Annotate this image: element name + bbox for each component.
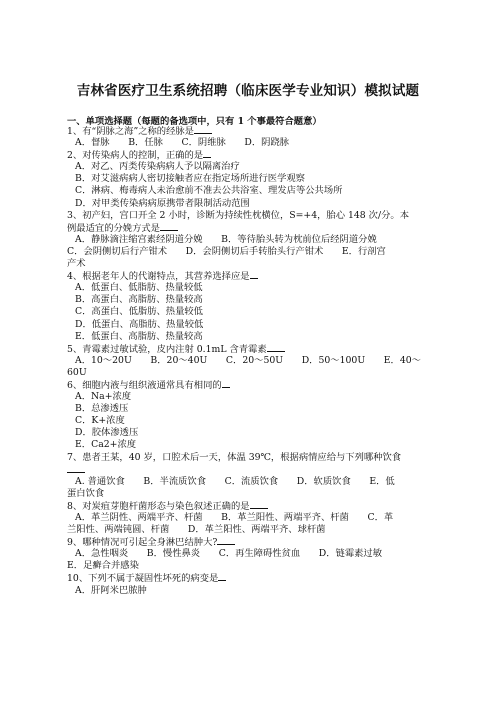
line-text: A．10～20U B．20～40U C．20～50U D．50～100U E．40～ <box>75 354 421 366</box>
text-line <box>67 319 439 331</box>
text-line <box>67 403 439 415</box>
text-line <box>67 343 439 355</box>
text-line <box>67 198 439 210</box>
text-line <box>67 331 439 343</box>
text-line <box>67 306 439 318</box>
text-line <box>67 270 439 282</box>
text-line <box>67 572 439 584</box>
text-line <box>67 439 439 451</box>
text-line <box>67 415 439 427</box>
answer-blank <box>218 572 226 581</box>
line-text: B．对艾滋病病人密切接触者应在指定场所进行医学观察 <box>75 173 305 185</box>
text-line <box>67 210 439 222</box>
line-text: 8、对炭疽芽胞杆菌形态与染色叙述正确的是 <box>67 500 250 512</box>
text-line <box>67 512 439 524</box>
line-text: 2、对传染病人的控制，正确的是 <box>67 150 204 162</box>
line-text: 5、青霉素过敏试验，皮内注射 0.1mL 含青霉素 <box>67 343 267 355</box>
text-line <box>67 391 439 403</box>
line-text: A．革兰阴性、两端平齐、杆菌 B．革兰阳性、两端平齐、杆菌 C．革 <box>75 512 394 523</box>
line-text: 蛋白饮食 <box>67 487 105 499</box>
text-line <box>67 125 439 137</box>
line-text: 7、患者王某，40 岁，口腔术后一天，体温 39℃，根据病情应给与下列哪种饮食 <box>67 451 402 463</box>
answer-blank <box>222 379 230 388</box>
answer-blank <box>203 149 211 158</box>
page-title: 吉林省医疗卫生系统招聘（临床医学专业知识）模拟试题 <box>76 83 420 99</box>
line-text: C．高蛋白、低脂肪、热量较低 <box>75 306 203 318</box>
text-line <box>67 137 439 149</box>
line-text: D．对甲类传染病病原携带者限制活动范围 <box>75 197 250 209</box>
text-line <box>67 585 439 597</box>
text-line <box>67 500 439 512</box>
text-line <box>67 149 439 161</box>
line-text: A．低蛋白、低脂肪、热量较低 <box>75 282 203 294</box>
answer-blank <box>267 343 285 352</box>
text-line <box>67 355 439 367</box>
line-text: 60U <box>67 366 87 378</box>
text-line <box>67 161 439 173</box>
line-text: A．督脉 B．任脉 C．阴维脉 D．阴跷脉 <box>75 137 290 149</box>
line-text: 1、有“阴脉之海”之称的经脉是 <box>67 126 194 137</box>
line-text: C．会阴侧切后行产钳术 D．会阴侧切后手转胎头行产钳术 E．行剖宫 <box>67 245 386 257</box>
line-text: A．急性咽炎 B．慢性鼻炎 C．再生障碍性贫血 D．链霉素过敏 <box>75 548 383 560</box>
answer-blank <box>160 222 178 231</box>
line-text: E．足癣合并感染 <box>67 560 139 572</box>
answer-blank <box>194 125 212 134</box>
question-list <box>67 125 439 597</box>
text-line <box>67 488 439 500</box>
line-text: B．高蛋白、高脂肪、热量较高 <box>75 294 203 306</box>
answer-blank <box>250 270 258 279</box>
section-heading: 一、单项选择题（每题的备选项中，只有 1 个事最符合题意） <box>67 116 322 127</box>
text-line <box>67 173 439 185</box>
text-line <box>67 222 439 234</box>
text-line <box>67 464 439 476</box>
line-text: A．静脉滴注缩宫素经阴道分娩 B．等待胎头转为枕前位后经阴道分娩 <box>75 233 377 245</box>
line-text: 9、哪种情况可引起全身淋巴结肿大? <box>67 537 218 549</box>
answer-blank <box>217 536 235 545</box>
text-line <box>67 476 439 488</box>
line-text: 产术 <box>67 258 86 270</box>
line-text: D．胶体渗透压 <box>75 427 139 439</box>
line-text: A．对乙、丙类传染病病人予以隔离治疗 <box>75 161 240 173</box>
line-text: C．K+浓度 <box>75 415 125 427</box>
line-text: C．淋病、梅毒病人未治愈前不准去公共浴室、理发店等公共场所 <box>75 185 343 197</box>
line-text: 4、根据老年人的代谢特点，其营养选择应是 <box>67 271 250 283</box>
line-text: B．总渗透压 <box>75 403 129 415</box>
text-line <box>67 379 439 391</box>
answer-blank <box>67 464 85 473</box>
text-line <box>67 367 439 379</box>
text-line <box>67 294 439 306</box>
text-line <box>67 234 439 246</box>
line-text: E．低蛋白、高脂肪、热量较高 <box>75 330 203 342</box>
line-text: A．Na+浓度 <box>75 391 132 403</box>
line-text: A．肝阿米巴脓肿 <box>75 584 147 596</box>
text-line <box>67 452 439 464</box>
line-text: 10、下列不属于凝固性坏死的病变是 <box>67 573 219 585</box>
line-text: E．Ca2+浓度 <box>75 439 137 451</box>
text-line <box>67 560 439 572</box>
text-line <box>67 536 439 548</box>
line-text: 6、细胞内液与组织液通常具有相同的 <box>67 379 222 391</box>
text-line <box>67 258 439 270</box>
line-text: 兰阳性、两端钝圆、杆菌 D．革兰阳性、两端平齐、球杆菌 <box>67 524 326 536</box>
text-line <box>67 427 439 439</box>
line-text: 例最适宜的分娩方式是 <box>67 222 160 234</box>
line-text: 3、初产妇，宫口开全 2 小时，诊断为持续性枕横位，S=+4，胎心 148 次/分。本 <box>67 209 410 221</box>
text-line <box>67 282 439 294</box>
text-line <box>67 185 439 197</box>
line-text: A. 普通饮食 B．半流质饮食 C．流质饮食 D．软质饮食 E．低 <box>75 475 395 487</box>
text-line <box>67 548 439 560</box>
text-line <box>67 524 439 536</box>
text-line <box>67 246 439 258</box>
answer-blank <box>250 500 268 509</box>
line-text: D．低蛋白、高脂肪、热量较低 <box>75 318 204 330</box>
